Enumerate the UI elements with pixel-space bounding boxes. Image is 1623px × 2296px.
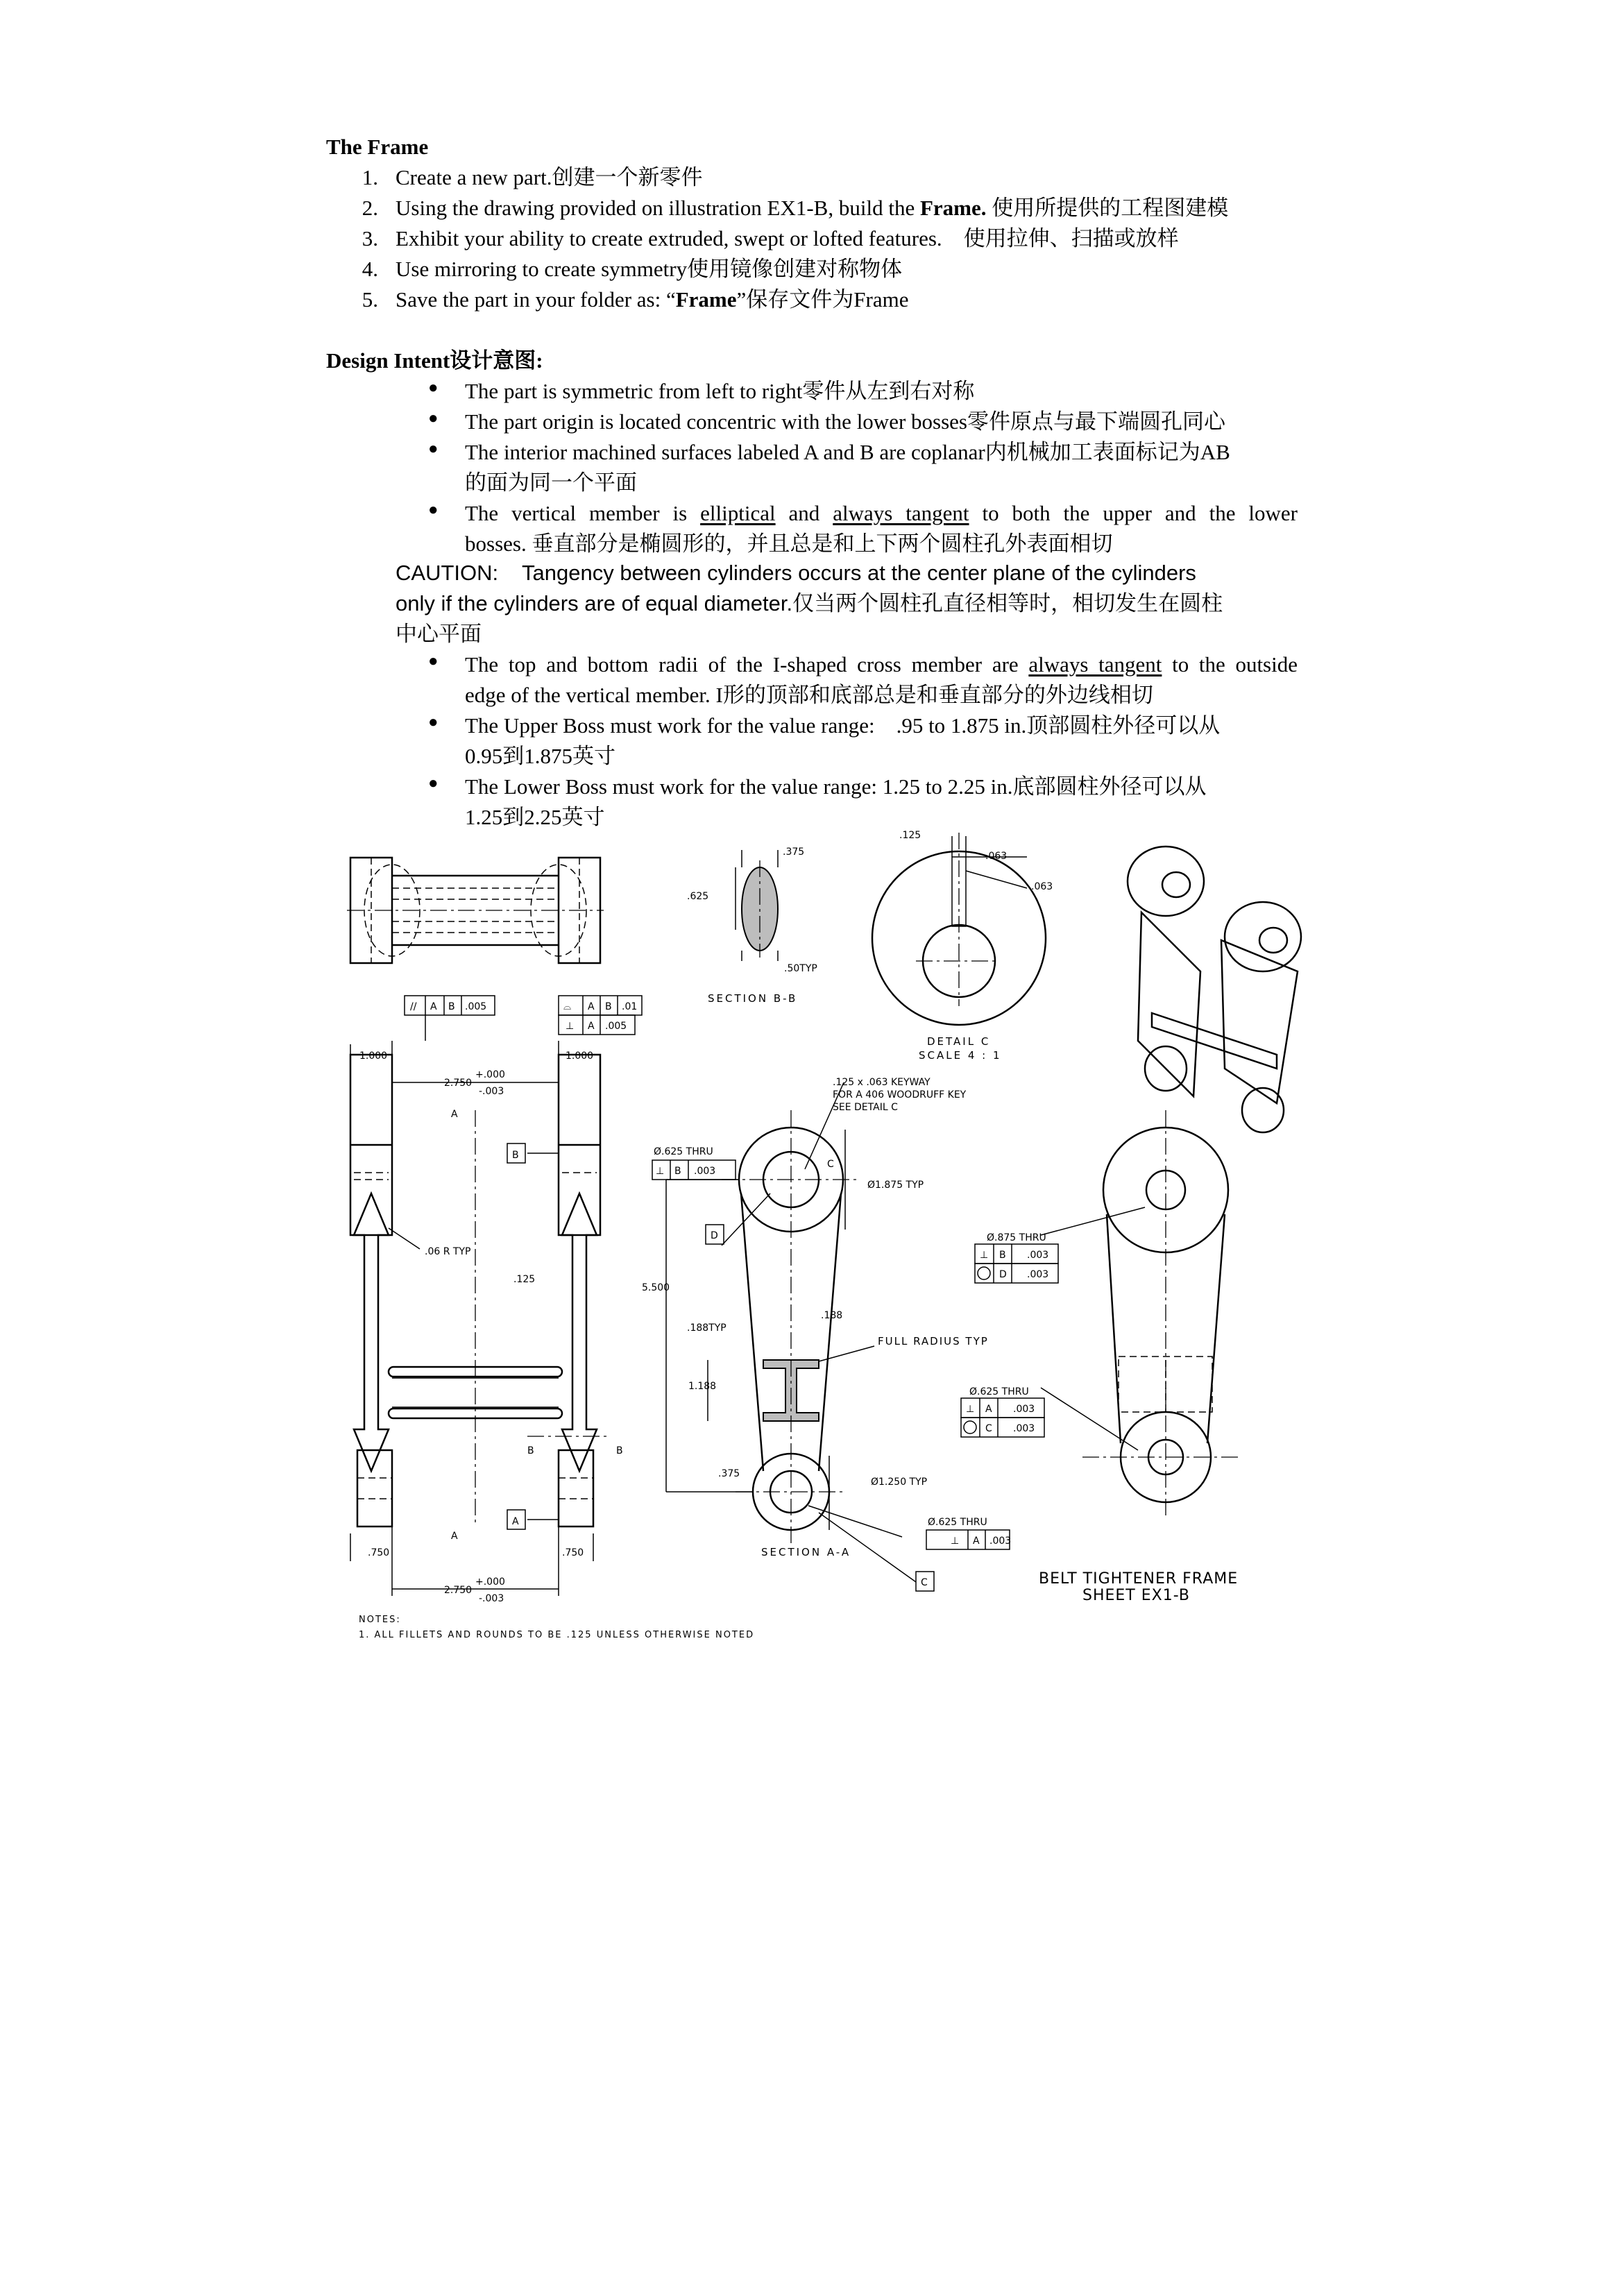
list-item-continuation: 1.25到2.25英寸 <box>465 805 605 829</box>
fcf3-datum-d: D <box>999 1269 1007 1280</box>
fcf1-value: .003 <box>694 1166 716 1177</box>
fcf4-datum-a: A <box>985 1404 992 1415</box>
bullet-icon: ● <box>428 440 439 458</box>
dim-375: .375 <box>783 847 805 858</box>
fcf2-symbol: ⊥ <box>980 1250 989 1261</box>
fcf-perp-value: .005 <box>605 1021 627 1032</box>
fcf-perp-datum-a: A <box>588 1021 595 1032</box>
dim-625: .625 <box>687 891 709 902</box>
datum-a-tag: A <box>512 1516 519 1527</box>
thru-875: Ø.875 THRU <box>987 1232 1046 1243</box>
drawing-annotations <box>359 830 1238 1640</box>
dim-750a: .750 <box>368 1547 390 1558</box>
section-b-right: B <box>616 1445 623 1456</box>
section-bb <box>736 850 778 961</box>
bullet-icon: ● <box>428 774 439 792</box>
fcf-parallel-symbol: // <box>410 1001 417 1012</box>
dim-tol-minus-b: -.003 <box>479 1593 504 1604</box>
fcf3-value: .003 <box>1027 1269 1049 1280</box>
top-view <box>347 858 604 963</box>
keyway-line1: .125 x .063 KEYWAY <box>833 1077 931 1088</box>
dim-125: .125 <box>899 830 921 841</box>
bullet-icon: ● <box>428 501 439 519</box>
list-item: The top and bottom radii of the I-shaped cross member are always tangent to the outside <box>465 652 1298 677</box>
dim-063a: .063 <box>985 851 1008 862</box>
title-line2: SHEET EX1-B <box>1082 1587 1190 1604</box>
thru-625a: Ø.625 THRU <box>654 1146 713 1157</box>
fcf6-value: .003 <box>989 1536 1012 1547</box>
fcf-perp-symbol: ⊥ <box>566 1021 575 1032</box>
dim-188: .188 <box>821 1310 843 1321</box>
fcf-profile-value: .01 <box>622 1001 638 1012</box>
label-section-bb: SECTION B-B <box>708 992 798 1005</box>
label-section-aa: SECTION A-A <box>761 1546 851 1558</box>
design-intent-heading: Design Intent设计意图: <box>326 348 543 373</box>
list-item: The interior machined surfaces labeled A and B are coplanar内机械加工表面标记为AB <box>465 440 1230 464</box>
fcf-profile-symbol: ⌓ <box>563 1001 572 1012</box>
notes-heading: NOTES: <box>359 1615 401 1625</box>
keyway-line2: FOR A 406 WOODRUFF KEY <box>833 1089 967 1100</box>
section-a-top: A <box>451 1109 458 1120</box>
keyway-line3: SEE DETAIL C <box>833 1102 898 1113</box>
list-item-continuation: edge of the vertical member. I形的顶部和底部总是和垂直部分的外边线相切 <box>465 683 1153 707</box>
dim-2750: 2.750 <box>444 1078 473 1089</box>
thru-625c: Ø.625 THRU <box>928 1517 987 1528</box>
list-item-continuation: 的面为同一个平面 <box>465 470 637 495</box>
list-item: The vertical member is elliptical and always tangent to both the upper and the lower <box>465 501 1298 525</box>
dim-tol-minus: -.003 <box>479 1086 504 1097</box>
dim-750b: .750 <box>562 1547 584 1558</box>
frame-heading: The Frame <box>326 135 429 159</box>
datum-b-tag: B <box>512 1150 519 1161</box>
fcf-parallel-datum-b: B <box>448 1001 455 1012</box>
fcf6-datum-a: A <box>973 1536 980 1547</box>
section-a-bottom: A <box>451 1531 458 1542</box>
list-item-continuation: 0.95到1.875英寸 <box>465 744 615 768</box>
caution-line: CAUTION: Tangency between cylinders occurs at the center plane of the cylinders <box>396 561 1196 585</box>
datum-c-tag: C <box>921 1577 928 1588</box>
label-detail-c: DETAIL C <box>927 1035 991 1048</box>
fcf5-datum-c: C <box>985 1423 992 1434</box>
document-page: The Frame 1. Create a new part.创建一个新零件 2. Using the drawing provided on illustration EX1-B, build the Frame. 使用所提供的工程图建模 3. Exhibit your ability to create extruded, swept or lofted features. 使用拉伸、扫描或放样 4. Use mirroring to create symmetry使用镜像创建对称物体 5. Save the part in your folder as: “Frame”保存文件为Frame Design Intent设计意图: ● The part is symmetric from left to right零件从左到右对称 ● The part origin is located concentric with the lower bosses零件原点与最下端圆孔同心 ● The interior machined surfaces labeled A and B are coplanar内机械加工表面标记为AB 的面为同一个平面 ● The vertical member is elliptical and always tangent to both the upper and the lower bosses. 垂直部分是椭圆形的，并且总是和上下两个圆柱孔外表面相切 CAUTION: Tangency between cylinders occurs at the center plane of the cylinders only if the cylinders are of equal diameter.仅当两个圆柱孔直径相等时，相切发生在圆柱 中心平面 ● The top and bottom radii of the I-shaped cross member are always tangent to the outside edge of the vertical member. I形的顶部和底部总是和垂直部分的外边线相切 ● The Upper Boss must work for the value range: .95 to 1.875 in.顶部圆柱外径可以从 0.95到1.875英寸 ● The Lower Boss must work for the value range: 1.25 to 2.25 in.底部圆柱外径可以从 1.25到2.25英寸 .375 .625 .50TYP SECTION B-B .125 .063 .063 DETAIL C SCALE 4 : 1 1.000 1.000 2.750 +.000 -.003 .06 R TYP .125 .750 .750 2.750 +.000 -.003 A A B B B A // A B .005 ⌓ A B .01 ⊥ A .005 .125 x .063 KEYWAY FOR A 406 WOODRUFF KEY SEE DETAIL C C Ø.625 THRU ⊥ B .003 D Ø1.875 TYP 5.500 .188TYP .188 FULL RADIUS TYP 1.188 .375 Ø1.250 TYP Ø.625 THRU ⊥ A .003 SECTION A-A C Ø.875 THRU ⊥ B .003 D .003 Ø.625 THRU ⊥ A .003 C .003 BELT TIGHTENER FRAME SHEET EX1-B NOTES: 1. ALL FILLETS AND ROUNDS TO BE .125 UNLESS OTHERWISE NOTED <box>0 0 1623 2296</box>
fcf1-datum-b: B <box>674 1166 681 1177</box>
title-line1: BELT TIGHTENER FRAME <box>1039 1570 1239 1588</box>
label-scale: SCALE 4 : 1 <box>919 1049 1002 1062</box>
dim-125b: .125 <box>513 1274 536 1285</box>
side-view <box>961 1110 1242 1520</box>
datum-d-tag: D <box>711 1230 718 1241</box>
fcf-parallel-value: .005 <box>465 1001 487 1012</box>
dim-tol-plus-b: +.000 <box>475 1576 505 1588</box>
dim-5500: 5.500 <box>642 1282 670 1293</box>
fcf-profile-datum-b: B <box>605 1001 612 1012</box>
fcf-profile-datum-a: A <box>588 1001 595 1012</box>
dim-1000a: 1.000 <box>359 1051 388 1062</box>
label-full-radius: FULL RADIUS TYP <box>878 1335 989 1347</box>
caution-line: only if the cylinders are of equal diameter.仅当两个圆柱孔直径相等时，相切发生在圆柱 <box>396 591 1223 615</box>
dim-1188: 1.188 <box>688 1381 717 1392</box>
fcf2-value: .003 <box>1027 1250 1049 1261</box>
list-item: The part origin is located concentric with the lower bosses零件原点与最下端圆孔同心 <box>465 409 1225 434</box>
list-item: The Upper Boss must work for the value range: .95 to 1.875 in.顶部圆柱外径可以从 <box>465 713 1221 738</box>
bullet-icon: ● <box>428 379 439 397</box>
fcf-parallel-datum-a: A <box>430 1001 437 1012</box>
dim-1875typ: Ø1.875 TYP <box>867 1180 924 1191</box>
dim-1250typ: Ø1.250 TYP <box>871 1477 928 1488</box>
bullet-icon: ● <box>428 652 439 670</box>
detail-c-tag: C <box>827 1159 834 1170</box>
isometric-view <box>1128 847 1301 1132</box>
fcf1-symbol: ⊥ <box>656 1166 665 1177</box>
list-item: The part is symmetric from left to right零件从左到右对称 <box>465 379 975 403</box>
fcf4-value: .003 <box>1013 1404 1035 1415</box>
detail-c <box>872 833 1046 1025</box>
dim-188typ: .188TYP <box>687 1323 726 1334</box>
thru-625b: Ø.625 THRU <box>969 1386 1029 1397</box>
list-item: The Lower Boss must work for the value range: 1.25 to 2.25 in.底部圆柱外径可以从 <box>465 774 1207 799</box>
dim-1000b: 1.000 <box>566 1051 594 1062</box>
fcf4-symbol: ⊥ <box>966 1404 975 1415</box>
list-item-continuation: bosses. 垂直部分是椭圆形的，并且总是和上下两个圆柱孔外表面相切 <box>465 532 1113 556</box>
bullet-icon: ● <box>428 409 439 427</box>
section-b-left: B <box>527 1445 534 1456</box>
notes-line1: 1. ALL FILLETS AND ROUNDS TO BE .125 UNLESS OTHERWISE NOTED <box>359 1630 755 1640</box>
bullet-icon: ● <box>428 713 439 731</box>
dim-375b: .375 <box>718 1468 740 1479</box>
dim-063b: .063 <box>1031 881 1053 892</box>
dim-50typ: .50TYP <box>784 963 817 974</box>
fcf2-datum-b: B <box>999 1250 1006 1261</box>
dim-2750b: 2.750 <box>444 1585 473 1596</box>
dim-06r: .06 R TYP <box>425 1246 471 1257</box>
dim-tol-plus: +.000 <box>475 1069 505 1080</box>
fcf5-value: .003 <box>1013 1423 1035 1434</box>
caution-line: 中心平面 <box>396 622 482 646</box>
fcf6-symbol: ⊥ <box>951 1536 960 1547</box>
